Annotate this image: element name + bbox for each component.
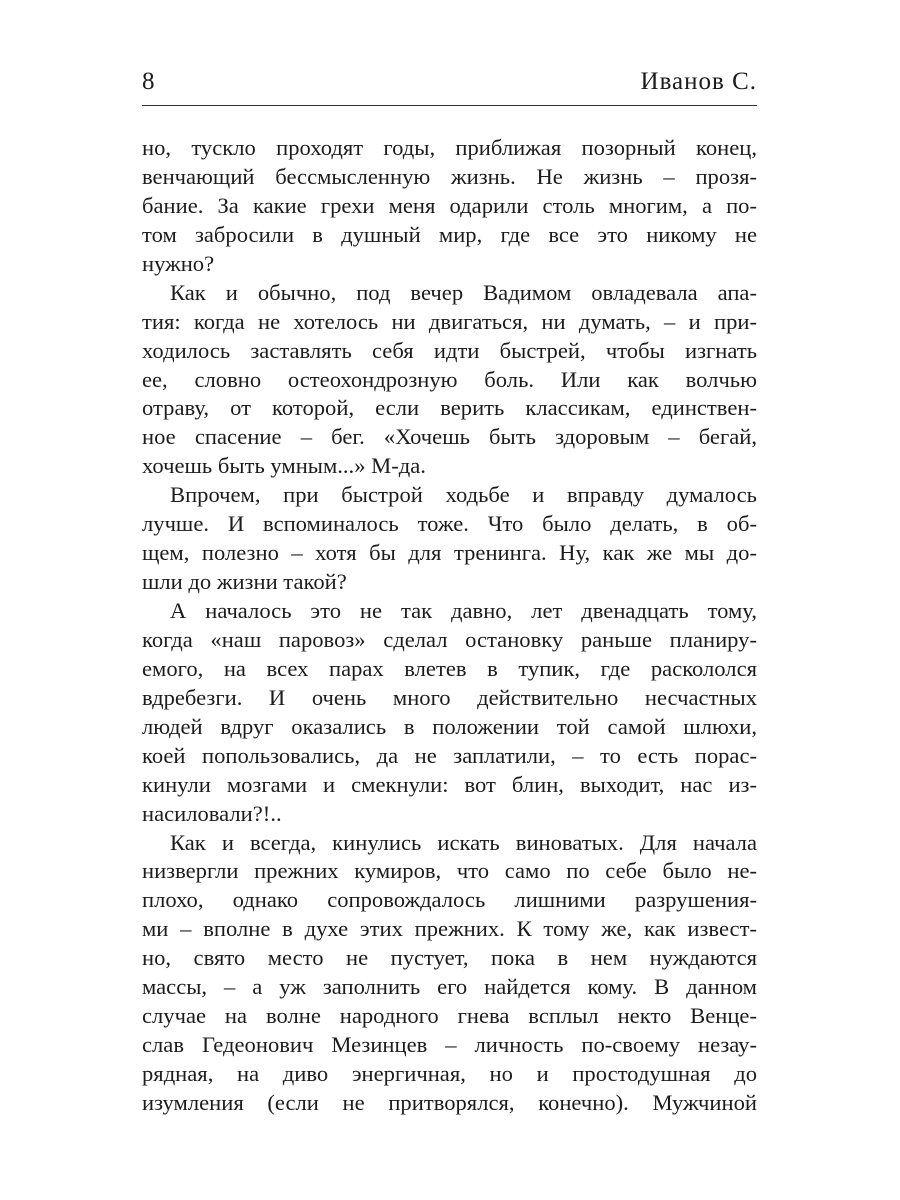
- text-line: рядная, на диво энергичная, но и простодушная до: [142, 1061, 757, 1086]
- text-line: Впрочем, при быстрой ходьбе и вправду думалось: [170, 482, 757, 508]
- text-line: людей вдруг оказались в положении той самой шлюхи,: [142, 713, 757, 739]
- page-number: 8: [142, 68, 155, 95]
- running-head: [142, 68, 757, 102]
- text-line: отраву, от которой, если верить классикам, единствен-: [142, 395, 757, 421]
- text-line: тия: когда не хотелось ни двигаться, ни думать, – и при-: [142, 308, 757, 334]
- text-line: емого, на всех парах влетев в тупик, где раскололся: [142, 655, 757, 681]
- text-line: насиловали?!..: [142, 800, 282, 826]
- paragraph: [142, 597, 757, 829]
- text-line: ее, словно остеохондрозную боль. Или как волчью: [142, 366, 757, 392]
- text-line: но, свято место не пустует, пока в нем нуждаются: [142, 945, 757, 971]
- paragraph: [142, 134, 757, 279]
- text-line: Как и обычно, под вечер Вадимом овладевала апа-: [170, 279, 757, 305]
- text-line: но, тускло проходят годы, приближая позорный конец,: [142, 135, 757, 160]
- body-text: [142, 134, 757, 1118]
- paragraph: [142, 829, 757, 1118]
- text-line: изумления (если не притворялся, конечно). Мужчиной: [142, 1089, 757, 1115]
- text-line: ми – вполне в духе этих прежних. К тому же, как извест-: [142, 916, 757, 942]
- text-line: случае на волне народного гнева всплыл некто Венце-: [142, 1003, 757, 1029]
- text-line: коей попользовались, да не заплатили, – то есть порас-: [142, 742, 757, 768]
- text-line: Как и всегда, кинулись искать виноватых. Для начала: [170, 829, 757, 855]
- text-line: венчающий бессмысленную жизнь. Не жизнь – прозя-: [142, 163, 757, 189]
- text-line: А началось это не так давно, лет двенадцать тому,: [170, 598, 757, 623]
- text-line: слав Гедеонович Мезинцев – личность по-своему незау-: [142, 1032, 757, 1058]
- header-rule: [142, 105, 757, 106]
- text-line: вдребезги. И очень много действительно несчастных: [142, 684, 757, 710]
- text-line: ходилось заставлять себя идти быстрей, чтобы изгнать: [142, 337, 757, 363]
- text-line: кинули мозгами и смекнули: вот блин, выходит, нас из-: [142, 771, 757, 797]
- running-head-author: Иванов С.: [640, 68, 757, 95]
- text-line: нужно?: [142, 250, 215, 276]
- text-line: ное спасение – бег. «Хочешь быть здоровым – бегай,: [142, 424, 757, 450]
- text-line: плохо, однако сопровождалось лишними разрушения-: [142, 887, 757, 913]
- text-line: том забросили в душный мир, где все это никому не: [142, 221, 757, 247]
- text-line: хочешь быть умным...» М-да.: [142, 453, 426, 479]
- paragraph: [142, 481, 757, 597]
- paragraph: [142, 279, 757, 482]
- text-line: щем, полезно – хотя бы для тренинга. Ну, как же мы до-: [142, 540, 757, 566]
- text-line: массы, – а уж заполнить его найдется кому. В данном: [142, 974, 757, 1000]
- text-line: когда «наш паровоз» сделал остановку раньше планиру-: [142, 626, 757, 652]
- text-line: лучше. И вспоминалось тоже. Что было делать, в об-: [142, 511, 757, 537]
- text-line: бание. За какие грехи меня одарили столь многим, а по-: [142, 192, 757, 218]
- text-line: шли до жизни такой?: [142, 569, 347, 595]
- text-line: низвергли прежних кумиров, что само по себе было не-: [142, 858, 757, 884]
